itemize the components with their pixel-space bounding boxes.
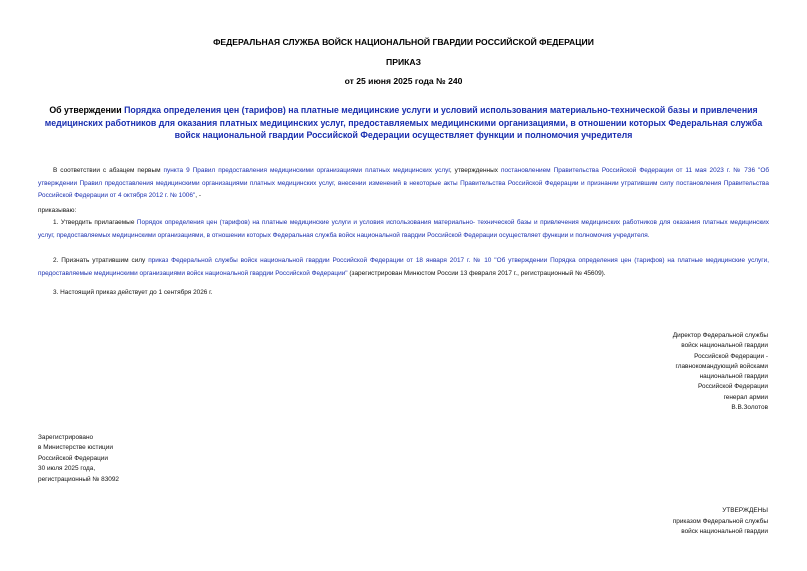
item-3-text: 3. Настоящий приказ действует до 1 сентября 2026 г. [53, 289, 213, 296]
signature-line: генерал армии [723, 393, 768, 401]
item-3-paragraph [38, 287, 769, 300]
registration-block [38, 433, 238, 485]
registration-line: Российской Федерации [38, 454, 109, 462]
signature-line: войск национальной гвардии [681, 342, 768, 350]
item-2-text-2: (зарегистрирован Минюстом России 13 февраля 2017 г., регистрационный № 45609). [347, 269, 606, 277]
title-link[interactable]: Порядка определения цен (тарифов) на платные медицинские услуги и условий использования материально-технической базы и привлечения медицинских работников для оказания платных медицинских услуг, предоставляемых медицинскими организациями, в отношении которых Федеральная служба войск национальной гвардии Российской Федерации осуществляет функции и полномочия учредителя [44, 105, 763, 140]
agency-heading: ФЕДЕРАЛЬНАЯ СЛУЖБА ВОЙСК НАЦИОНАЛЬНОЙ ГВАРДИИ РОССИЙСКОЙ ФЕДЕРАЦИИ [213, 37, 594, 47]
registration-line: 30 июля 2025 года, [38, 465, 96, 473]
preamble-link-rules[interactable]: пункта 9 Правил предоставления медицинскими организациями платных медицинских услуг [163, 167, 450, 174]
signature-line: Российской Федерации - [694, 352, 768, 360]
signature-line: национальной гвардии [699, 373, 768, 381]
registration-line: регистрационный № 83092 [38, 475, 120, 483]
item-1-link[interactable]: Порядок определения цен (тарифов) на платные медицинские услуги и условия использования материально- технической базы и привлечения медицинских работников для оказания платных медицинских услуг, предоставляемых медицинскими организациями, в отношении которых Федеральная служба войск национальной гвардии Российской Федерации осуществляет функции и полномочия учредителя. [38, 219, 769, 239]
approval-line: приказом Федеральной службы [672, 517, 768, 525]
preamble-link-decree[interactable]: постановлением Правительства Российской Федерации от 11 мая 2023 г. № 736 "Об утверждении Правил предоставления медицинскими организациями платных медицинских услуг, внесении изменений в некоторые акты Правительства Российской Федерации и признании утратившим силу постановления Правительства Российской Федерации от 4 октября 2012 г. № 1006" [38, 167, 770, 200]
approval-block [568, 506, 768, 538]
signature-line: Директор Федеральной службы [672, 332, 768, 339]
signature-line: главнокомандующий войсками [675, 362, 768, 370]
title-prefix: Об утверждении [49, 105, 125, 115]
doc-title [38, 104, 769, 142]
item-2-text-1: 2. Признать утратившим силу [53, 257, 149, 264]
preamble-paragraph [38, 165, 769, 203]
preamble-text-2: , утвержденных [449, 167, 501, 174]
item-1-text: 1. Утвердить прилагаемые [53, 219, 137, 226]
signature-name: В.В.Золотов [731, 404, 768, 412]
item-1-paragraph [38, 217, 769, 242]
item-2-paragraph [38, 255, 769, 280]
preamble-text-3: , - [195, 192, 201, 200]
approval-line: УТВЕРЖДЕНЫ [722, 507, 768, 514]
signature-line: Российской Федерации [697, 383, 768, 391]
signature-block [568, 331, 768, 413]
order-word: приказываю: [38, 207, 77, 214]
doc-type-heading: ПРИКАЗ [386, 57, 421, 67]
registration-line: Зарегистрировано [38, 434, 94, 441]
doc-date-number: от 25 июня 2025 года № 240 [344, 76, 463, 86]
preamble-text-1: В соответствии с абзацем первым [53, 167, 164, 174]
approval-line: войск национальной гвардии [681, 528, 768, 536]
registration-line: в Министерстве юстиции [38, 444, 113, 452]
item-2-link[interactable]: приказ Федеральной службы войск национальной гвардии Российской Федерации от 18 января 2017 г. № 10 "Об утверждении Порядка определения цен (тарифов) на платные медицинские услуги, предоставляемые медицинскими организациями войск национальной гвардии Российской Федерации" [38, 257, 770, 277]
